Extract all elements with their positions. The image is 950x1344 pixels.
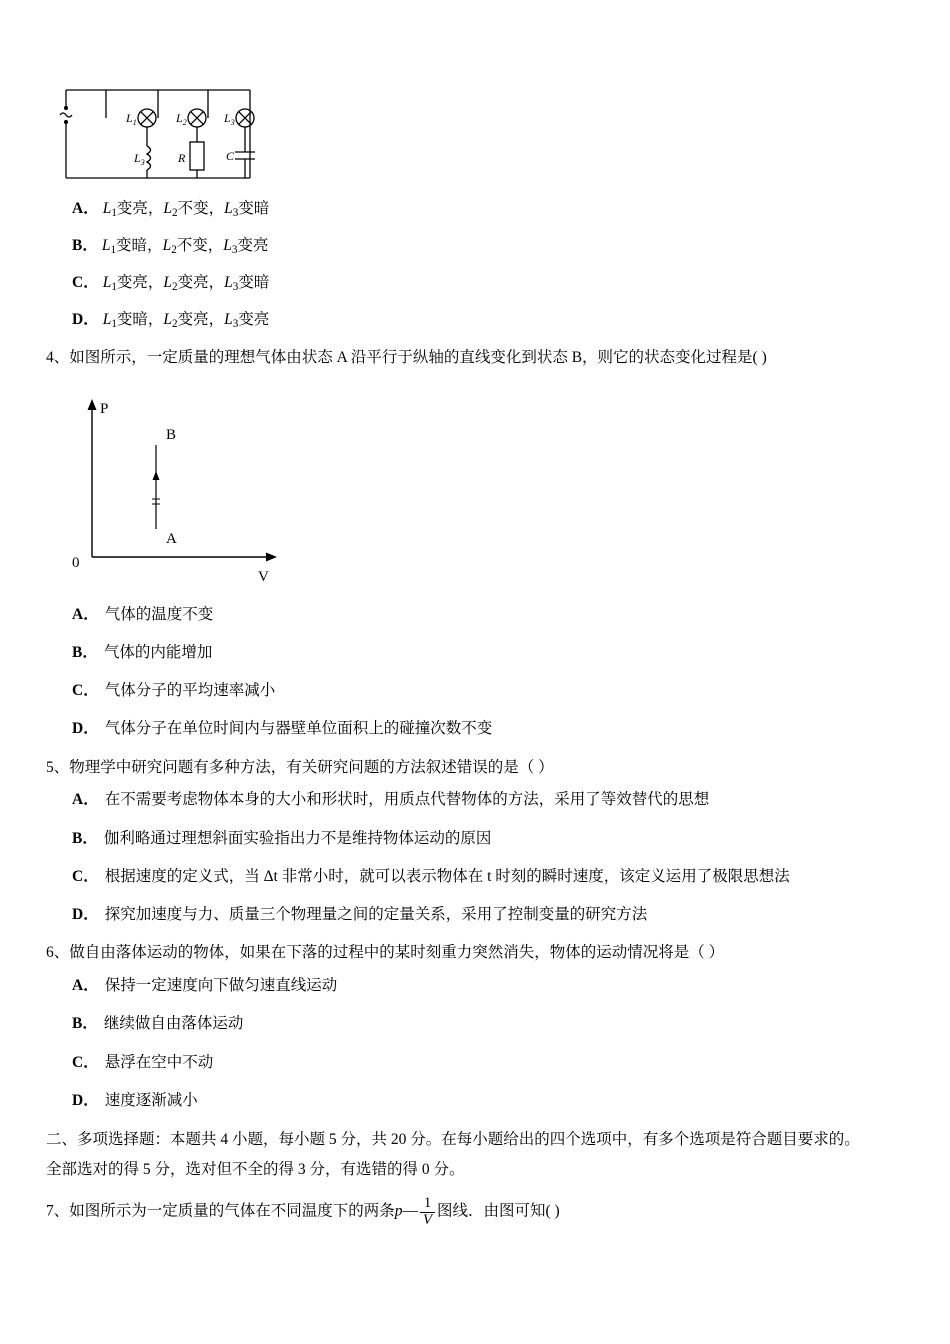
q3-option-b: B． $L_1$变暗，$L_2$不变，$L_3$变亮: [72, 236, 269, 256]
q7-fraction-denominator: V: [423, 1211, 433, 1228]
q5-option-d: [46, 903, 906, 926]
circuit-diagram: [54, 60, 284, 190]
q6-option-d-text: 速度逐渐减小: [104, 1091, 198, 1109]
q3-option-d-label: D．: [72, 310, 99, 328]
q4-option-c-text: 气体分子的平均速率减小: [104, 682, 276, 700]
q5-option-b-label: B．: [72, 829, 98, 847]
inductor-label: $L_3$: [134, 151, 145, 167]
lamp1-label: $L_1$: [126, 111, 137, 127]
q5-option-a-text: 在不需要考虑物体本身的大小和形状时，用质点代替物体的方法，采用了等效替代的思想: [104, 791, 710, 809]
q6-option-b: [46, 1012, 906, 1035]
pv-point-b-label: B: [166, 426, 177, 443]
q7-stem: [46, 1196, 906, 1228]
section2-line2: 全部选对的得 5 分，选对但不全的得 3 分，有选错的得 0 分。: [46, 1160, 465, 1178]
document-content: [46, 60, 906, 1236]
q5-option-c: [46, 865, 906, 888]
pv-axis-x-label: V: [258, 568, 269, 585]
lamp2-label: $L_2$: [176, 111, 187, 127]
pv-diagram: [62, 385, 342, 585]
q4-option-c-label: C．: [72, 682, 99, 700]
capacitor-label: C: [226, 149, 235, 163]
q6-option-a: [46, 974, 906, 997]
q4-option-d: [46, 717, 906, 740]
q3-option-b-label: B．: [72, 236, 98, 254]
q5-option-d-text: 探究加速度与力、质量三个物理量之间的定量关系，采用了控制变量的研究方法: [104, 906, 648, 924]
q4-option-b-text: 气体的内能增加: [103, 643, 213, 661]
q7-symbol-p: p: [394, 1202, 403, 1220]
q6-option-b-text: 继续做自由落体运动: [103, 1015, 244, 1033]
q4-stem: 4、如图所示，一定质量的理想气体由状态 A 沿平行于纵轴的直线变化到状态 B，则它的状态变化过程是( ): [46, 348, 767, 366]
q3-option-a-label: A．: [72, 200, 99, 217]
q4-option-d-label: D．: [72, 720, 99, 738]
section2-line1: 二、多项选择题：本题共 4 小题，每小题 5 分，共 20 分。在每小题给出的四个选项中，有多个选项是符合题目要求的。: [46, 1131, 860, 1149]
q7-fraction-numerator: 1: [420, 1196, 435, 1212]
pv-point-a-label: A: [166, 530, 177, 547]
pv-axis-y-label: P: [100, 400, 109, 417]
q3-option-c-label: C．: [72, 273, 99, 291]
resistor-label: R: [178, 151, 186, 165]
q6-option-b-label: B．: [72, 1015, 98, 1033]
q4-option-a-text: 气体的温度不变: [104, 605, 214, 623]
q4-option-a: [46, 603, 906, 626]
q6-option-a-text: 保持一定速度向下做匀速直线运动: [104, 977, 338, 995]
pv-diagram-svg: [62, 385, 342, 585]
q5-option-c-label: C．: [72, 867, 99, 885]
q5-option-d-label: D．: [72, 906, 99, 924]
q6-option-c: [46, 1051, 906, 1074]
q7-fraction: [420, 1196, 435, 1228]
q6-option-c-text: 悬浮在空中不动: [104, 1053, 214, 1071]
q4-option-d-text: 气体分子在单位时间内与器壁单位面积上的碰撞次数不变: [104, 720, 493, 738]
q5-option-a: [46, 788, 906, 811]
q5-stem: 5、物理学中研究问题有多种方法，有关研究问题的方法叙述错误的是（ ）: [46, 758, 554, 776]
q6-option-c-label: C．: [72, 1053, 99, 1071]
circuit-diagram-svg: [54, 60, 284, 190]
q3-option-c: C． $L_1$变亮，$L_2$变亮，$L_3$变暗: [72, 273, 270, 293]
q4-option-a-label: A．: [72, 605, 99, 623]
q5-option-b-text: 伽利略通过理想斜面实验指出力不是维持物体运动的原因: [103, 829, 492, 847]
lamp3-label: $L_3$: [224, 111, 235, 127]
pv-origin-label: 0: [72, 554, 80, 571]
q6-stem: 6、做自由落体运动的物体，如果在下落的过程中的某时刻重力突然消失，物体的运动情况将是（ ）: [46, 944, 725, 962]
q5-option-a-label: A．: [72, 791, 99, 809]
q3-option-a: A． $L_1$变亮，$L_2$不变，$L_3$变暗: [72, 200, 270, 219]
q6-option-d-label: D．: [72, 1091, 99, 1109]
q5-option-c-text: 根据速度的定义式，当 Δt 非常小时，就可以表示物体在 t 时刻的瞬时速度，该定义运用了极限思想法: [104, 867, 790, 885]
q5-option-b: [46, 827, 906, 850]
q6-option-d: [46, 1089, 906, 1112]
q4-option-c: [46, 679, 906, 702]
q7-prefix: 7、如图所示为一定质量的气体在不同温度下的两条: [46, 1202, 395, 1220]
q4-option-b: [46, 641, 906, 664]
q3-option-d: D． $L_1$变暗，$L_2$变亮，$L_3$变亮: [72, 310, 270, 330]
q7-suffix: 图线．由图可知( ): [437, 1202, 560, 1220]
q6-option-a-label: A．: [72, 977, 99, 995]
q7-dash: —: [402, 1202, 419, 1220]
q4-option-b-label: B．: [72, 643, 98, 661]
